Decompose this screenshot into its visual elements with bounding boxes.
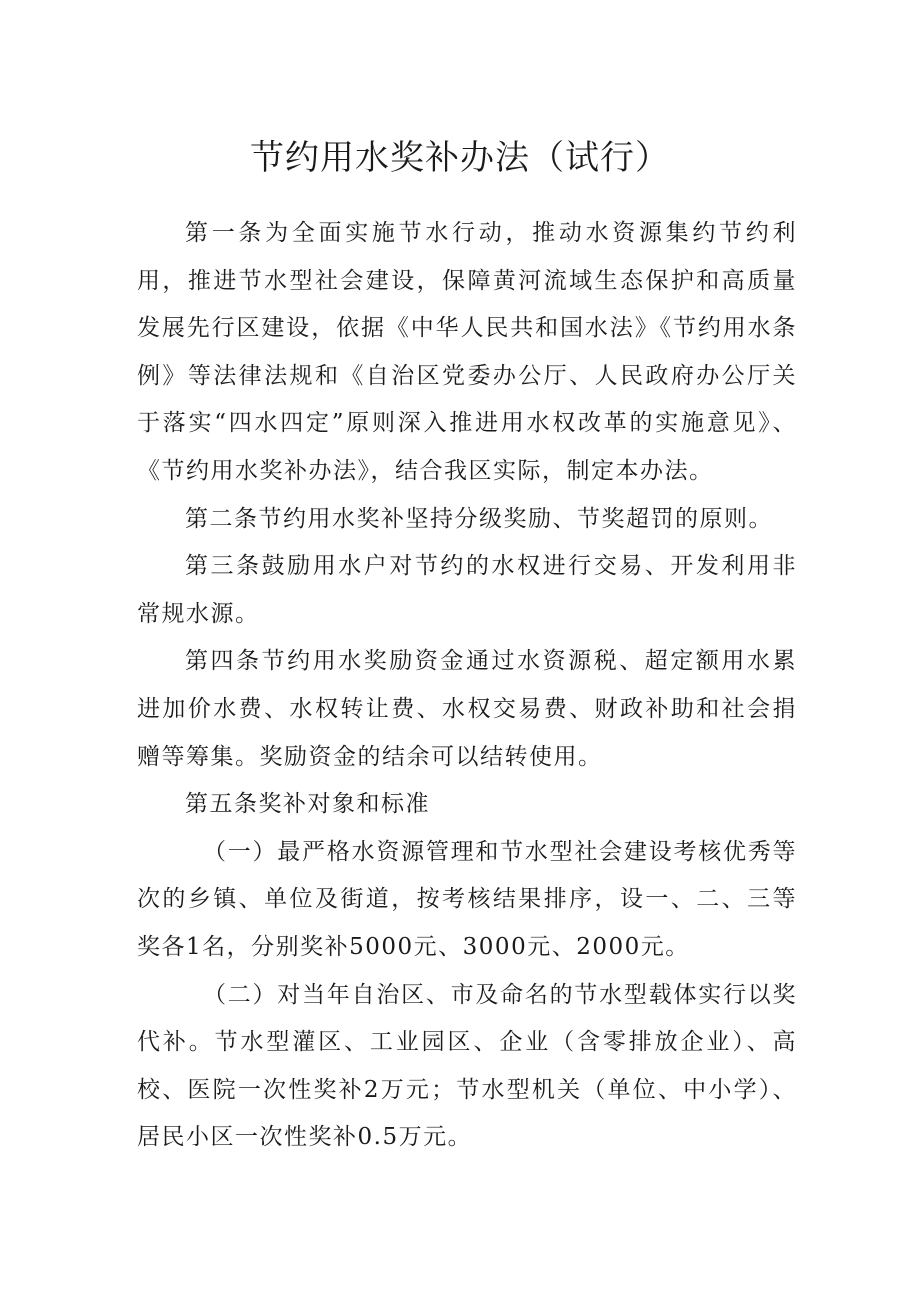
article-5-item-2: （二）对当年自治区、市及命名的节水型载体实行以奖代补。节水型灌区、工业园区、企业（含零排放企业）、高校、医院一次性奖补2万元；节水型机关（单位、中小学）、居民小区一次性奖补0.5万元。 [137,981,797,1151]
article-3-paragraph: 第三条鼓励用水户对节约的水权进行交易、开发利用非常规水源。 [137,553,797,627]
article-5-heading: 第五条奖补对象和标准 [185,791,430,818]
article-1-paragraph: 第一条为全面实施节水行动，推动水资源集约节约利用，推进节水型社会建设，保障黄河流域生态保护和高质量发展先行区建设，依据《中华人民共和国水法》《节约用水条例》等法律法规和《自治区党委办公厅、人民政府办公厅关于落实“四水四定”原则深入推进用水权改革的实施意见》、《节约用水奖补办法》，结合我区实际，制定本办法。 [137,220,797,484]
document-title: 节约用水奖补办法（试行） [250,138,670,178]
article-5-item-1: （一）最严格水资源管理和节水型社会建设考核优秀等次的乡镇、单位及街道，按考核结果排序，设一、二、三等奖各1名，分别奖补5000元、3000元、2000元。 [137,838,797,960]
article-2-paragraph: 第二条节约用水奖补坚持分级奖励、节奖超罚的原则。 [185,505,773,532]
article-4-paragraph: 第四条节约用水奖励资金通过水资源税、超定额用水累进加价水费、水权转让费、水权交易费、财政补助和社会捐赠等筹集。奖励资金的结余可以结转使用。 [137,648,797,770]
document-body [137,210,797,1162]
